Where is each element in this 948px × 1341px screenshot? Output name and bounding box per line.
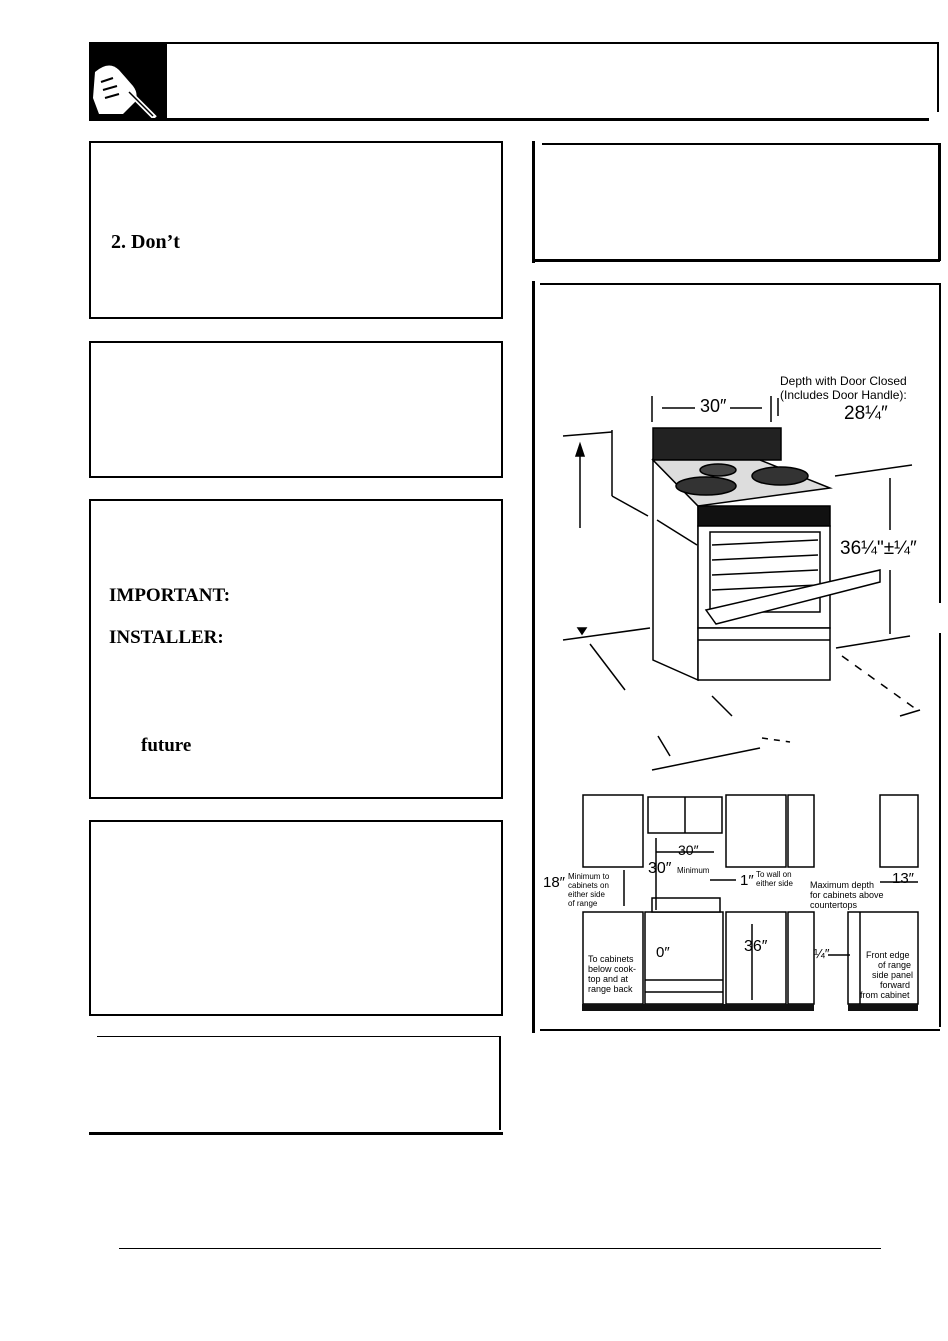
depth-caption-1: Depth with Door Closed [780,374,907,388]
front-edge-4: forward [880,980,911,990]
to-wall-1: To wall on [756,870,792,879]
min-height-label: 30″ [648,860,672,877]
front-edge-5: from cabinet [860,990,910,1000]
height-value: 36¼"±¼″ [840,538,917,559]
quarter-label: ¼″ [814,946,830,961]
to-wall-2: either side [756,879,793,888]
to-cabinets-4: range back [588,984,633,994]
front-edge-1: Front edge [866,950,910,960]
front-edge-3: side panel [872,970,914,980]
thirtysix-label: 36″ [744,938,768,955]
zero-label: 0″ [656,944,670,961]
front-edge-2: of range [878,960,912,970]
to-cabinets-2: below cook- [588,964,637,974]
eighteen-label: 18″ [543,874,565,891]
to-cabinets-1: To cabinets [588,954,634,964]
thirteen-label: 13″ [892,870,914,887]
depth-caption-2: (Includes Door Handle): [780,388,907,402]
min-caption: Minimum [677,866,710,875]
min-cabinets-4: of range [568,899,598,908]
installer-label: INSTALLER: [109,627,224,648]
cabinet-width-label: 30″ [678,842,699,858]
min-cabinets-3: either side [568,890,605,899]
important-label: IMPORTANT: [109,585,231,606]
max-depth-2: for cabinets above [810,890,884,900]
range-width-label: 30″ [700,396,727,416]
max-depth-1: Maximum depth [810,880,875,890]
min-cabinets-1: Minimum to [568,872,610,881]
future-word: future [141,735,192,756]
max-depth-3: countertops [810,900,858,910]
min-cabinets-2: cabinets on [568,881,609,890]
depth-value: 28¼″ [844,403,888,424]
one-inch-label: 1″ [740,872,754,889]
dont-heading: 2. Don’t [111,231,180,253]
footer-rule [119,1248,881,1249]
to-cabinets-3: top and at [588,974,629,984]
